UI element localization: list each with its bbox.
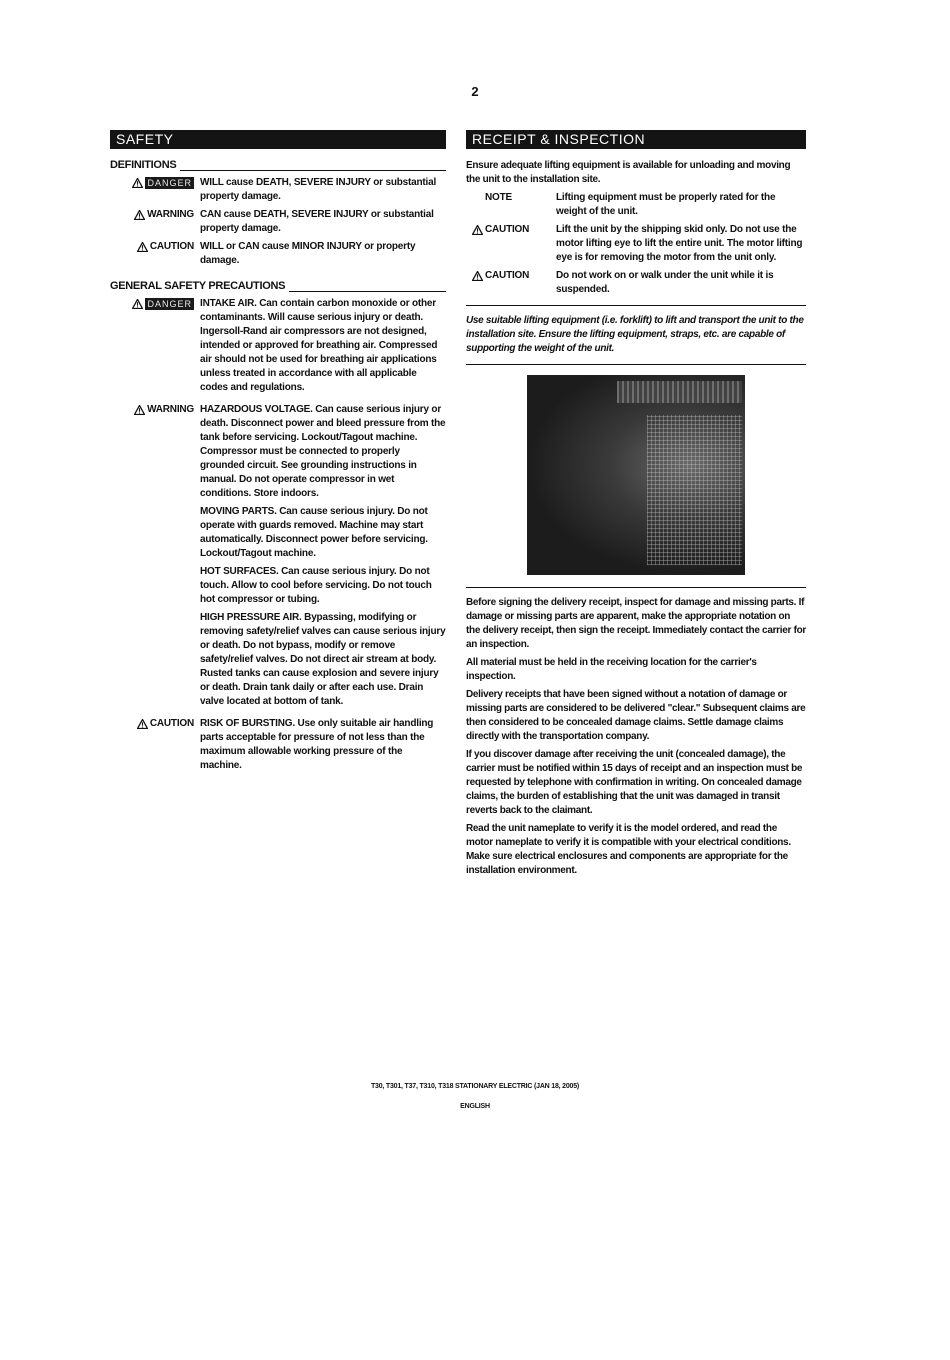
warning-triangle-icon (137, 242, 148, 252)
definition-danger (110, 176, 446, 204)
warning-triangle-icon (132, 178, 143, 188)
receipt-paragraph: If you discover damage after receiving the unit (concealed damage), the carrier must be notified within 15 days of receipt and an inspection must be requested by telephone with confirmation in writing. On concealed damage claims, the burden of establishing that the unit was damaged in transit reverts back to the claimant. (466, 749, 803, 816)
signal-warning (110, 403, 200, 713)
receipt-section-title: RECEIPT & INSPECTION (466, 130, 806, 149)
precaution-paragraph: RISK OF BURSTING. Use only suitable air handling parts acceptable for pressure of not less than the maximum allowable working pressure of the machine. (200, 718, 434, 771)
signal-caution (110, 717, 200, 777)
signal-warning (110, 208, 200, 236)
unit-on-forklift-photo (527, 375, 745, 575)
precaution-paragraph: MOVING PARTS. Can cause serious injury. Do not operate with guards removed. Machine may start automatically. Disconnect power before servicing. Lockout/Tagout machine. (200, 506, 428, 559)
precaution-paragraph: HIGH PRESSURE AIR. Bypassing, modifying or removing safety/relief valves can cause serious injury or death. Do not bypass, modify or remove safety/relief valves. Do not direct air stream at body. Rusted tanks can cause explosion and severe injury or death. Drain tank daily or after each use. Drain valve located at bottom of tank. (200, 612, 446, 707)
precaution-danger (110, 297, 446, 399)
receipt-column (466, 130, 806, 882)
warning-triangle-icon (472, 271, 483, 281)
receipt-intro: Ensure adequate lifting equipment is available for unloading and moving the unit to the installation site. (466, 160, 791, 185)
precaution-text (200, 297, 446, 399)
note-text: Lift the unit by the shipping skid only. Do not use the motor lifting eye to lift the entire unit. The motor lifting eye is for removing the motor from the unit only. (556, 224, 803, 263)
footer-language: ENGLISH (460, 1103, 490, 1110)
signal-note (466, 191, 556, 219)
divider (466, 305, 806, 306)
signal-caution (466, 269, 556, 297)
receipt-paragraph: Read the unit nameplate to verify it is the model ordered, and read the motor nameplate to verify it is compatible with your electrical conditions. Make sure electrical enclosures and components are appropriate for the installation environment. (466, 823, 791, 876)
definition-caution (110, 240, 446, 268)
signal-word: CAUTION (485, 270, 530, 281)
note-text: Do not work on or walk under the unit while it is suspended. (556, 270, 774, 295)
receipt-paragraph: Delivery receipts that have been signed without a notation of damage or missing parts are considered to be delivered "clear." Subsequent claims are then considered to be concealed damage claims. Settle damage claims directly with the transportation company. (466, 689, 806, 742)
signal-caution (110, 240, 200, 268)
warning-triangle-icon (134, 210, 145, 220)
safety-column (110, 130, 446, 781)
footer-model-line: T30, T301, T37, T310, T318 STATIONARY ELECTRIC (JAN 18, 2005) (370, 1083, 580, 1090)
page-number: 2 (471, 84, 479, 99)
note-lifting (466, 191, 806, 219)
definitions-heading: DEFINITIONS (110, 159, 446, 171)
signal-caution (466, 223, 556, 265)
warning-triangle-icon (132, 299, 143, 309)
precaution-paragraph: HOT SURFACES. Can cause serious injury. Do not touch. Allow to cool before servicing. Do not touch hot compressor or tubing. (200, 566, 432, 605)
signal-word: WARNING (147, 209, 194, 220)
precaution-text (200, 717, 446, 777)
divider (466, 364, 806, 365)
divider (466, 587, 806, 588)
definition-text: WILL cause DEATH, SEVERE INJURY or substantial property damage. (200, 177, 437, 202)
signal-word: CAUTION (149, 241, 194, 252)
photo-detail (647, 415, 742, 565)
precaution-paragraph: HAZARDOUS VOLTAGE. Can cause serious injury or death. Disconnect power and bleed pressure from the tank before servicing. Lockout/Tagout machine. Compressor must be connected to properly grounded circuit. See grounding instructions in manual. Do not operate compressor in wet conditions. Store indoors. (200, 404, 446, 499)
caution-suspended (466, 269, 806, 297)
safety-section-title: SAFETY (110, 130, 446, 149)
danger-badge: DANGER (147, 178, 192, 188)
definition-text: CAN cause DEATH, SEVERE INJURY or substantial property damage. (200, 209, 434, 234)
signal-word: CAUTION (149, 718, 194, 729)
signal-word: NOTE (485, 192, 512, 203)
signal-danger (110, 297, 200, 399)
warning-triangle-icon (472, 225, 483, 235)
lifting-italic-note: Use suitable lifting equipment (i.e. forklift) to lift and transport the unit to the installation site. Ensure the lifting equipment, straps, etc. are capable of supporting the weight of the unit. (466, 315, 804, 354)
signal-word: CAUTION (485, 224, 530, 235)
precaution-text (200, 403, 446, 713)
warning-triangle-icon (134, 405, 145, 415)
precautions-heading: GENERAL SAFETY PRECAUTIONS (110, 280, 446, 292)
signal-word: WARNING (147, 404, 194, 415)
caution-skid (466, 223, 806, 265)
warning-triangle-icon (137, 719, 148, 729)
receipt-paragraph: All material must be held in the receiving location for the carrier's inspection. (466, 657, 757, 682)
precaution-caution (110, 717, 446, 777)
precaution-paragraph: INTAKE AIR. Can contain carbon monoxide or other contaminants. Will cause serious injury or death. Ingersoll-Rand air compressors are not designed, intended or approved for breathing air. Compressed air should not be used for breathing air applications unless treated in accordance with all applicable codes and regulations. (200, 298, 438, 393)
danger-badge: DANGER (147, 299, 192, 309)
definition-text: WILL or CAN cause MINOR INJURY or property damage. (200, 241, 416, 266)
precaution-warning (110, 403, 446, 713)
signal-danger (110, 176, 200, 204)
definition-warning (110, 208, 446, 236)
note-text: Lifting equipment must be properly rated for the weight of the unit. (556, 192, 776, 217)
receipt-paragraph: Before signing the delivery receipt, inspect for damage and missing parts. If damage or missing parts are apparent, make the appropriate notation on the delivery receipt, then sign the receipt. Immediately contact the carrier for an inspection. (466, 597, 807, 650)
photo-detail (617, 381, 742, 403)
